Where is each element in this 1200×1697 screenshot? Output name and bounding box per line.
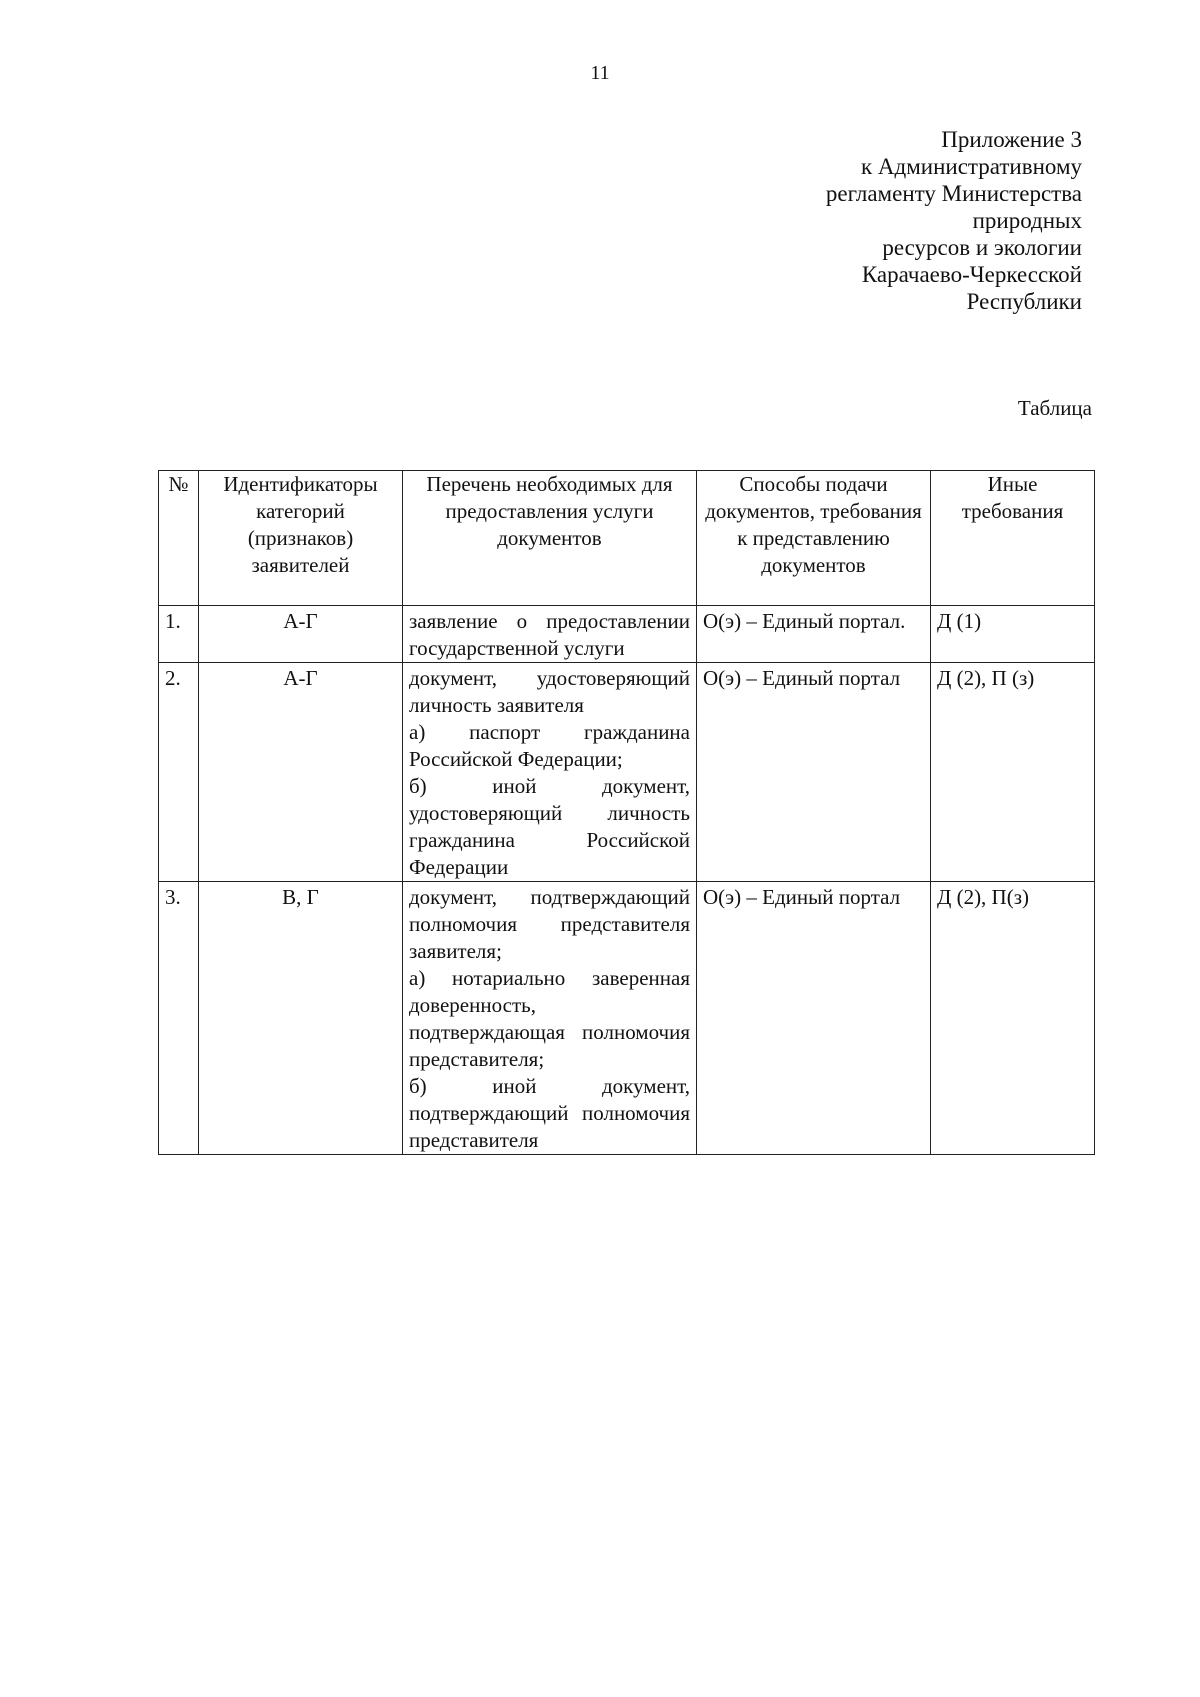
row-number: 3. [159, 882, 199, 1155]
appendix-line: ресурсов и экологии [882, 235, 1082, 260]
table-row [159, 882, 1095, 1155]
page-number: 11 [590, 62, 610, 84]
appendix-line: Приложение 3 [941, 127, 1082, 152]
document-item: документ, подтверждающий полномочия представителя заявителя; [409, 885, 690, 963]
row-other: Д (2), П(з) [931, 882, 1095, 1155]
document-item: а) нотариально заверенная доверенность, подтверждающая полномочия представителя; [409, 966, 690, 1071]
row-other: Д (1) [931, 606, 1095, 663]
row-documents [403, 663, 697, 882]
table-row [159, 606, 1095, 663]
row-number: 2. [159, 663, 199, 882]
row-number: 1. [159, 606, 199, 663]
row-documents [403, 882, 697, 1155]
row-identifiers: А-Г [199, 606, 403, 663]
row-submission: О(э) – Единый портал [697, 882, 931, 1155]
header-documents: Перечень необходимых для предоставления услуги документов [403, 471, 697, 606]
header-number: № [159, 471, 199, 606]
row-documents [403, 606, 697, 663]
header-submission-methods: Способы подачи документов, требования к представлению документов [697, 471, 931, 606]
appendix-line: Карачаево-Черкесской [861, 262, 1082, 287]
header-identifiers: Идентификаторы категорий (признаков) заявителей [199, 471, 403, 606]
row-submission: О(э) – Единый портал [697, 663, 931, 882]
row-identifiers: В, Г [199, 882, 403, 1155]
appendix-line: Республики [966, 289, 1082, 314]
appendix-line: природных [972, 208, 1082, 233]
header-other-requirements: Иные требования [931, 471, 1095, 606]
row-identifiers: А-Г [199, 663, 403, 882]
document-item: б) иной документ, удостоверяющий личность гражданина Российской Федерации [409, 774, 690, 879]
appendix-header [662, 126, 1082, 315]
table-caption: Таблица [1017, 396, 1092, 420]
document-item: заявление о предоставлении государственной услуги [409, 609, 690, 660]
table-row [159, 663, 1095, 882]
row-submission: О(э) – Единый портал. [697, 606, 931, 663]
appendix-line: регламенту Министерства [825, 181, 1082, 206]
document-item: документ, удостоверяющий личность заявителя [409, 666, 690, 717]
requirements-table [158, 470, 1095, 1155]
table-header-row [159, 471, 1095, 606]
document-item: а) паспорт гражданина Российской Федерации; [409, 720, 690, 771]
document-item: б) иной документ, подтверждающий полномочия представителя [409, 1074, 690, 1152]
row-other: Д (2), П (з) [931, 663, 1095, 882]
appendix-line: к Административному [860, 154, 1082, 179]
